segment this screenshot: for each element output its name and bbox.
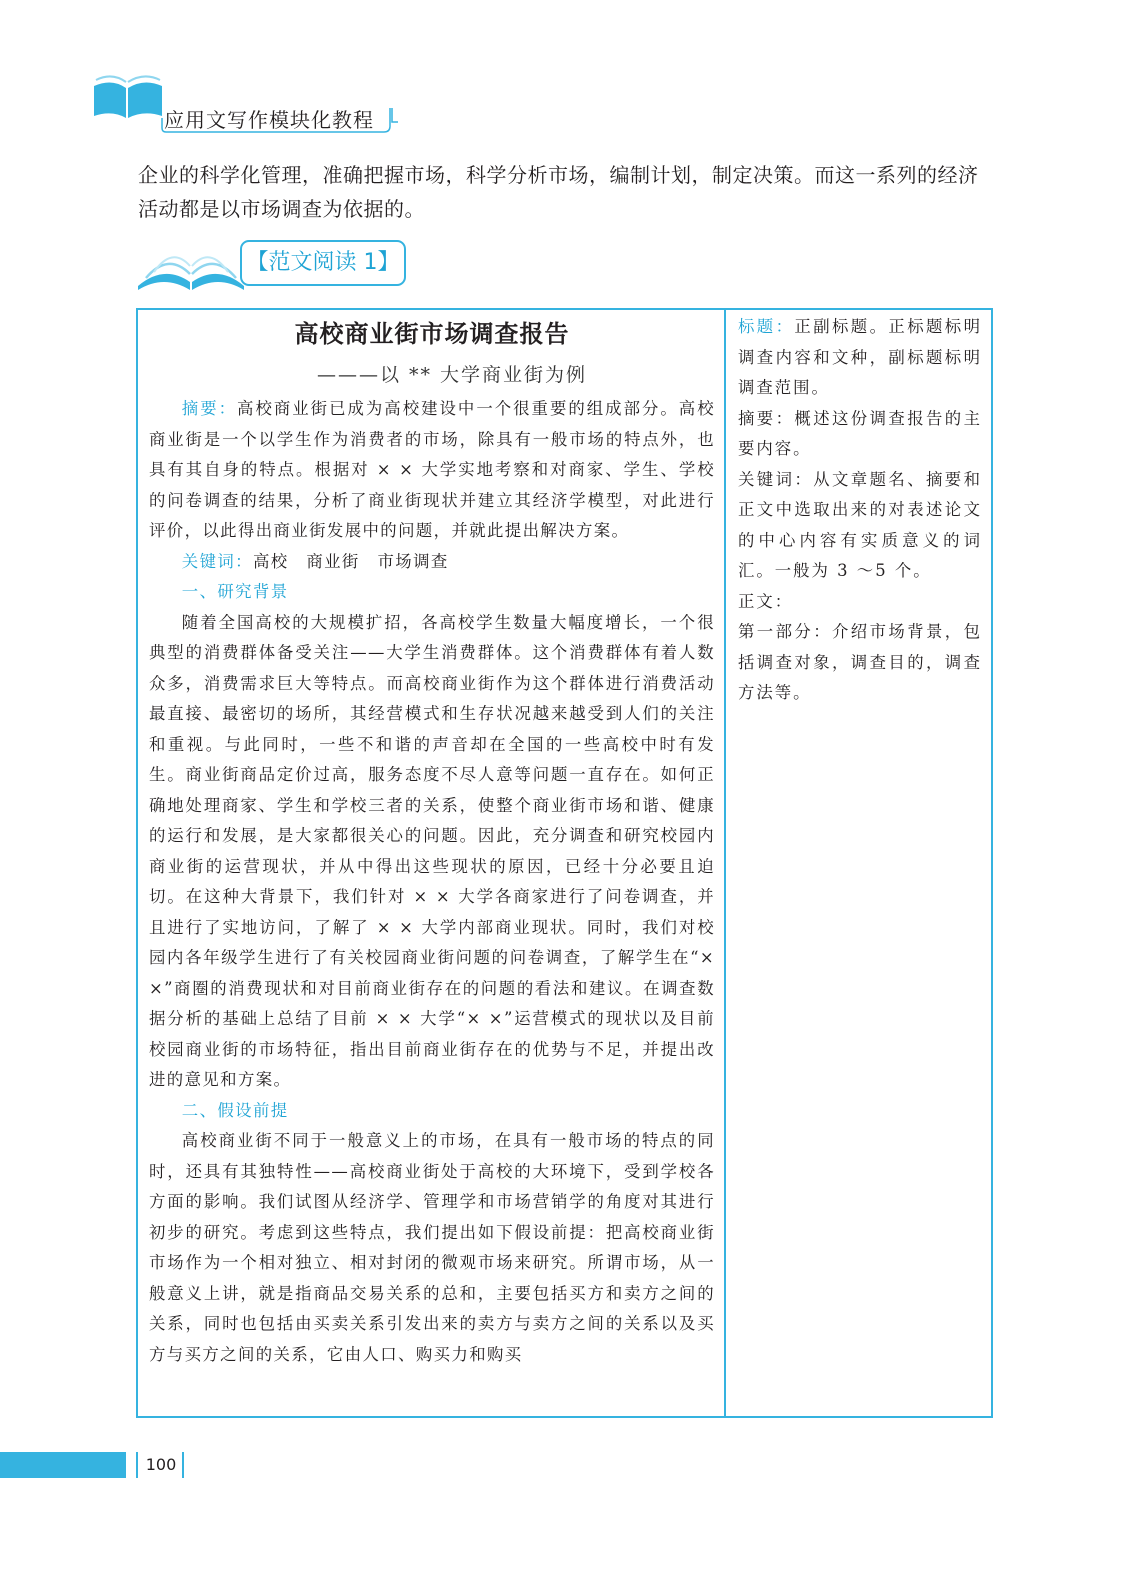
book-title: 应用文写作模块化教程 (164, 108, 374, 132)
section1-text: 随着全国高校的大规模扩招，各高校学生数量大幅度增长，一个很典型的消费群体备受关注——大学生消费群体。这个消费群体有着人数众多，消费需求巨大等特点。而高校商业街作为这个群体进行消费活动最直接、最密切的场所，其经营模式和生存状况越来越受到人们的关注和重视。与此同时，一些不和谐的声音却在全国的一些高校中时有发生。商业街商品定价过高，服务态度不尽人意等问题一直存在。如何正确地处理商家、学生和学校三者的关系，使整个商业街市场和谐、健康的运行和发展，是大家都很关心的问题。因此，充分调查和研究校园内商业街的运营现状，并从中得出这些现状的原因，已经十分必要且迫切。在这种大背景下，我们针对 × × 大学各商家进行了问卷调查，并且进行了实地访问，了解了 × × 大学内部商业现状。同时，我们对校园内各年级学生进行了有关校园商业街问题的问卷调查，了解学生在“× ×”商圈的消费现状和对目前商业街存在的问题的看法和建议。在调查数据分析的基础上总结了目前 × × 大学“× ×”运营模式的现状以及目前校园商业街的市场特征，指出目前商业街存在的优势与不足，并提出改进的意见和方案。 (149, 612, 715, 1089)
note-keywords: 关键词：从文章题名、摘要和正文中选取出来的对表述论文的中心内容有实质意义的词汇。一般为 3 ～5 个。 (738, 469, 982, 580)
keywords-paragraph (149, 547, 715, 578)
section-label-text: 【范文阅读 1】 (240, 240, 406, 286)
article-column (149, 312, 715, 1370)
annotation-column (738, 312, 982, 709)
note-title-label: 标题： (738, 317, 795, 336)
article-title: 高校商业街市场调查报告 (294, 320, 570, 348)
section2-text: 高校商业街不同于一般意义上的市场，在具有一般市场的特点的同时，还具有其独特性——高校商业街处于高校的大环境下，受到学校各方面的影响。我们试图从经济学、管理学和市场营销学的角度对其进行初步的研究。考虑到这些特点，我们提出如下假设前提：把高校商业街市场作为一个相对独立、相对封闭的微观市场来研究。所谓市场，从一般意义上讲，就是指商品交易关系的总和，主要包括买方和卖方之间的关系，同时也包括由买卖关系引发出来的卖方与卖方之间的关系以及买方与买方之间的关系，它由人口、购买力和购买 (149, 1131, 715, 1364)
keywords-text: 高校 商业街 市场调查 (252, 551, 449, 571)
footer-divider-right (182, 1452, 184, 1478)
section-label (136, 236, 426, 296)
note-title-text: 正副标题。正标题标明调查内容和文种，副标题标明调查范围。 (738, 317, 983, 397)
intro-paragraph (138, 158, 998, 226)
open-book-icon (136, 242, 246, 292)
column-divider (724, 308, 726, 1418)
section2-heading: 二、假设前提 (181, 1100, 289, 1120)
note-body-label: 正文： (738, 591, 794, 611)
abstract-text: 高校商业街已成为高校建设中一个很重要的组成部分。高校商业街是一个以学生作为消费者的市场，除具有一般市场的特点外，也具有其自身的特点。根据对 × × 大学实地考察和对商家、学生、学校的问卷调查的结果，分析了商业街现状并建立其经济学模型，对此进行评价，以此得出商业街发展中的问题，并就此提出解决方案。 (149, 399, 716, 540)
footer-bar (0, 1452, 126, 1478)
keywords-label: 关键词： (181, 551, 253, 571)
abstract-label: 摘要： (181, 399, 238, 418)
note-abstract: 摘要：概述这份调查报告的主要内容。 (738, 408, 982, 458)
running-header (92, 72, 402, 138)
intro-text: 企业的科学化管理，准确把握市场，科学分析市场，编制计划，制定决策。而这一系列的经济活动都是以市场调查为依据的。 (138, 163, 979, 221)
abstract-paragraph (149, 394, 715, 547)
footer-divider-left (136, 1452, 138, 1478)
note-title (738, 312, 982, 404)
section1-heading: 一、研究背景 (181, 582, 289, 601)
note-body-part1: 第一部分：介绍市场背景，包括调查对象，调查目的，调查方法等。 (738, 622, 982, 702)
page-number: 100 (145, 1455, 177, 1474)
article-subtitle: ———以 ** 大学商业街为例 (316, 364, 588, 386)
